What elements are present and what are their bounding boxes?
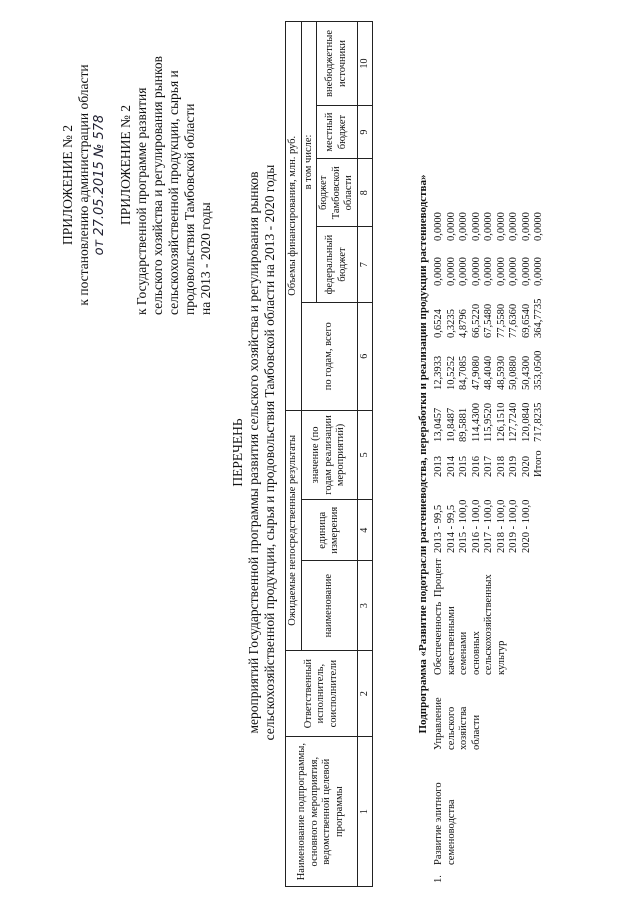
row-number: 1. <box>433 875 444 883</box>
doc-title-line: сельскохозяйственной продукции, сырья и продовольствия Тамбовской области на 2013 - 2020 годы <box>262 164 277 741</box>
header-col1: Наименование подпрограммы, основного мероприятия, ведомственной целевой программы <box>286 737 358 887</box>
appendix-program-line: на 2013 - 2020 годы <box>198 202 213 315</box>
year-item: 2013 <box>433 456 444 477</box>
header-col10: внебюджетные источники <box>317 22 358 106</box>
federal-item: 12,3933 <box>433 355 444 390</box>
extra-item: 0,0000 <box>458 212 469 241</box>
doc-title-line: мероприятий Государственной программы развития сельского хозяйства и регулирования рынков <box>246 171 261 734</box>
local-item: 0,0000 <box>508 257 519 286</box>
federal-item: 48,5930 <box>495 355 507 390</box>
row-executor: Управление сельского хозяйства области <box>433 697 482 750</box>
local-item: 0,0000 <box>445 257 457 286</box>
regional-item: 0,3235 <box>445 309 457 338</box>
local-item: 0,0000 <box>533 257 544 286</box>
year-item: 2014 <box>445 456 457 477</box>
appendix-program-line: продовольствия Тамбовской области <box>182 103 197 315</box>
row-regional <box>433 299 546 338</box>
appendix-program-line: к Государственной программе развития <box>134 87 149 315</box>
value-item: 2019 - 100,0 <box>508 499 519 553</box>
federal-item: 50,0880 <box>508 355 519 390</box>
col-number: 4 <box>357 500 373 561</box>
extra-item: 0,0000 <box>495 212 507 241</box>
total-item: 114,4300 <box>470 403 482 442</box>
total-item: 126,1510 <box>495 402 507 442</box>
year-item: 2016 <box>470 456 482 477</box>
federal-item: 84,7085 <box>458 355 469 390</box>
row-values <box>433 500 533 553</box>
header-incl: в том числе: <box>301 22 317 303</box>
appendix-top <box>60 55 108 315</box>
local-item: 0,0000 <box>470 257 482 286</box>
total-item: 717,8235 <box>533 402 544 442</box>
row-result-name: Обеспеченность качественными семенами основных сельскохозяйственных культур <box>433 574 507 675</box>
col-number: 10 <box>357 22 373 106</box>
regional-item: 0,6524 <box>433 309 444 338</box>
federal-item: 353,0500 <box>533 350 544 390</box>
value-item: 2017 - 100,0 <box>483 499 494 553</box>
local-item: 0,0000 <box>520 257 532 286</box>
row-extra <box>433 212 546 241</box>
value-item: 2016 - 100,0 <box>470 499 482 553</box>
extra-item: 0,0000 <box>520 212 532 241</box>
federal-item: 10,5252 <box>445 355 457 390</box>
row-years <box>433 450 546 477</box>
year-item: Итого <box>533 450 544 477</box>
handwritten-date: от 27.05.2015 № 578 <box>92 114 107 256</box>
col-number: 7 <box>357 227 373 303</box>
regional-item: 67,5480 <box>483 303 494 338</box>
header-col9: местный бюджет <box>317 105 358 158</box>
regional-item: 4,8796 <box>458 309 469 338</box>
year-item: 2017 <box>483 456 494 477</box>
total-item: 10,8487 <box>445 407 457 442</box>
value-item: 2018 - 100,0 <box>495 499 507 553</box>
appendix-program-line: сельскохозяйственной продукции, сырья и <box>166 70 181 315</box>
header-results: Ожидаемые непосредственные результаты <box>286 410 302 650</box>
regional-item: 69,6540 <box>520 303 532 338</box>
header-col7: федеральный бюджет <box>317 227 358 303</box>
value-item: 2015 - 100,0 <box>458 499 469 553</box>
program-table <box>285 21 373 887</box>
header-col3: наименование <box>301 561 357 651</box>
extra-item: 0,0000 <box>433 212 444 241</box>
extra-item: 0,0000 <box>508 212 519 241</box>
extra-item: 0,0000 <box>483 212 494 241</box>
local-item: 0,0000 <box>495 257 507 286</box>
appendix-program <box>118 15 214 315</box>
year-item: 2019 <box>508 456 519 477</box>
appendix-top-title: ПРИЛОЖЕНИЕ № 2 <box>60 124 75 246</box>
total-item: 89,5881 <box>458 407 469 442</box>
header-col4: единица измерения <box>301 500 357 561</box>
local-item: 0,0000 <box>483 257 494 286</box>
appendix-program-title: ПРИЛОЖЕНИЕ № 2 <box>118 104 133 226</box>
col-number: 9 <box>357 105 373 158</box>
appendix-top-line: к постановлению администрации области <box>76 64 91 306</box>
total-item: 127,7240 <box>508 402 519 442</box>
year-item: 2015 <box>458 456 469 477</box>
value-item: 2014 - 99,5 <box>445 504 457 553</box>
value-item: 2013 - 99,5 <box>433 504 444 553</box>
header-col6: по годам, всего <box>301 302 357 410</box>
header-col2: Ответственный исполнитель, соисполнители <box>286 650 358 736</box>
header-col8: бюджет Тамбовской области <box>317 159 358 227</box>
regional-item: 77,6360 <box>508 303 519 338</box>
extra-item: 0,0000 <box>533 212 544 241</box>
year-item: 2020 <box>520 456 532 477</box>
appendix-program-line: сельского хозяйства и регулирования рынков <box>150 56 165 315</box>
extra-item: 0,0000 <box>445 212 457 241</box>
row-federal <box>433 351 546 390</box>
col-number: 1 <box>357 737 373 887</box>
federal-item: 48,4040 <box>483 355 494 390</box>
regional-item: 66,5220 <box>470 303 482 338</box>
federal-item: 50,4300 <box>520 355 532 390</box>
total-item: 115,9520 <box>483 403 494 442</box>
extra-item: 0,0000 <box>470 212 482 241</box>
col-number: 3 <box>357 561 373 651</box>
header-funding: Объемы финансирования, млн. руб. <box>286 22 302 411</box>
col-number: 8 <box>357 159 373 227</box>
value-item: 2020 - 100,0 <box>520 499 532 553</box>
row-name: Развитие элитного семеноводства <box>433 782 457 865</box>
local-item: 0,0000 <box>458 257 469 286</box>
regional-item: 364,7735 <box>533 298 544 338</box>
row-local <box>433 257 546 286</box>
row-unit: Процент <box>433 558 444 597</box>
regional-item: 77,5580 <box>495 303 507 338</box>
year-item: 2018 <box>495 456 507 477</box>
federal-item: 47,9080 <box>470 355 482 390</box>
row-total <box>433 403 546 442</box>
header-col5: значение (по годам реализации мероприятий) <box>301 410 357 500</box>
col-number: 6 <box>357 302 373 410</box>
total-item: 120,0840 <box>520 402 532 442</box>
col-number: 5 <box>357 410 373 500</box>
subprogram-heading: Подпрограмма «Развитие подотрасли растениеводства, переработки и реализации продукции растениеводства» <box>417 174 429 734</box>
col-number: 2 <box>357 650 373 736</box>
doc-heading: ПЕРЕЧЕНЬ <box>230 418 245 487</box>
doc-title <box>230 10 278 895</box>
local-item: 0,0000 <box>433 257 444 286</box>
total-item: 13,0457 <box>433 407 444 442</box>
